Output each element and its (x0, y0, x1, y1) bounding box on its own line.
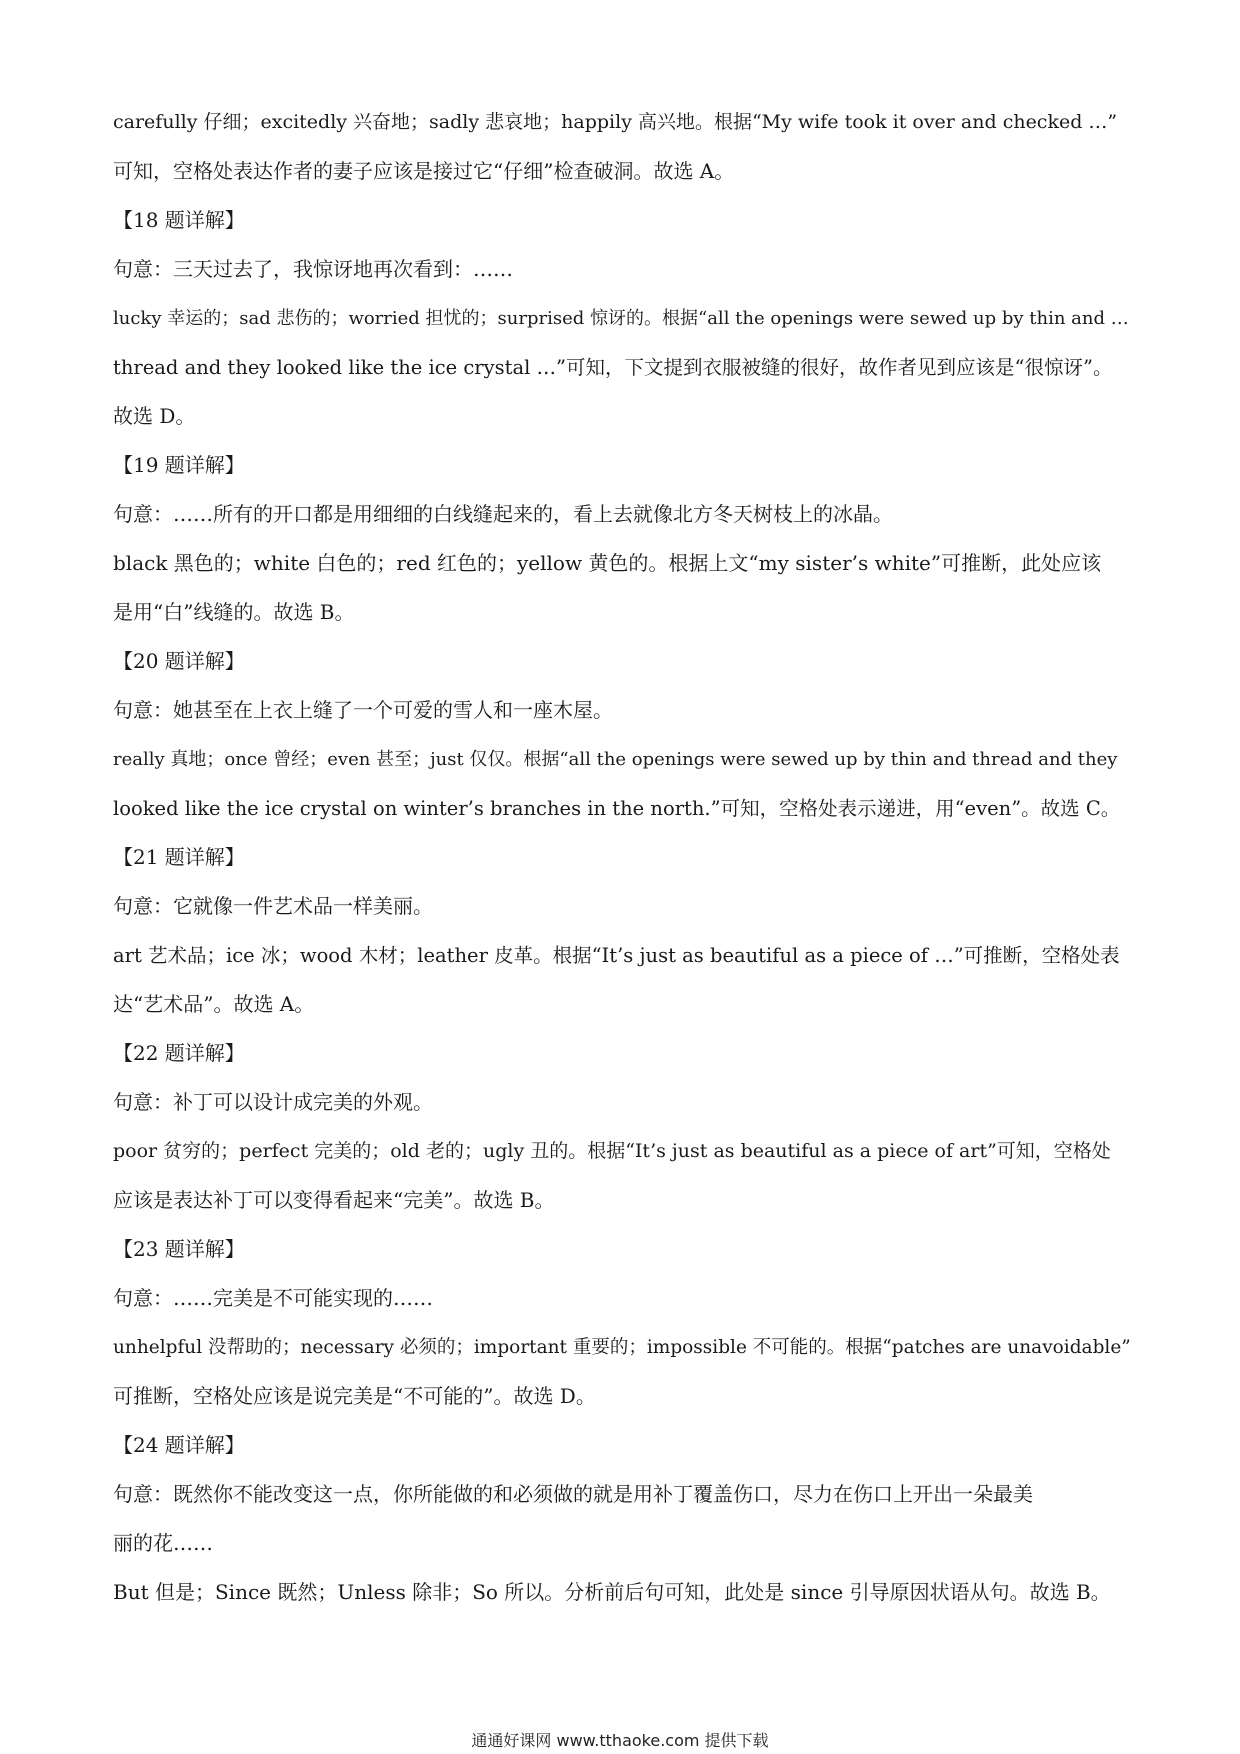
section-heading-24: 【24 题详解】 (113, 1433, 245, 1457)
text-line: thread and they looked like the ice crystal …”可知，下文提到衣服被缝的很好，故作者见到应该是“很惊讶”。 (113, 356, 1113, 379)
text-line: poor 贫穷的；perfect 完美的；old 老的；ugly 丑的。根据“It’s just as beautiful as a piece of art”可知，空格处 (113, 1140, 1111, 1162)
text-line: 句意：既然你不能改变这一点，你所能做的和必须做的就是用补丁覆盖伤口，尽力在伤口上开出一朵最美 (113, 1482, 1033, 1506)
text-line: 句意：她甚至在上衣上缝了一个可爱的雪人和一座木屋。 (113, 698, 613, 722)
text-line: 可知，空格处表达作者的妻子应该是接过它“仔细”检查破洞。故选 A。 (113, 159, 735, 183)
text-line: black 黑色的；white 白色的；red 红色的；yellow 黄色的。根据上文“my sister’s white”可推断，此处应该 (113, 551, 1102, 575)
text-line: 句意：补丁可以设计成完美的外观。 (113, 1090, 433, 1114)
text-line: 达“艺术品”。故选 A。 (113, 992, 315, 1016)
text-line: 故选 D。 (113, 404, 196, 428)
text-line: 句意：……所有的开口都是用细细的白线缝起来的，看上去就像北方冬天树枝上的冰晶。 (113, 502, 893, 526)
text-line: 应该是表达补丁可以变得看起来“完美”。故选 B。 (113, 1188, 555, 1212)
text-line: unhelpful 没帮助的；necessary 必须的；important 重要的；impossible 不可能的。根据“patches are unavoidable” (113, 1337, 1131, 1358)
section-heading-19: 【19 题详解】 (113, 453, 245, 477)
text-line: But 但是；Since 既然；Unless 除非；So 所以。分析前后句可知，此处是 since 引导原因状语从句。故选 B。 (113, 1580, 1111, 1604)
text-line: looked like the ice crystal on winter’s branches in the north.”可知，空格处表示递进，用“even”。故选 C。 (113, 797, 1121, 820)
section-heading-18: 【18 题详解】 (113, 208, 245, 232)
text-line: 句意：它就像一件艺术品一样美丽。 (113, 894, 433, 918)
section-heading-20: 【20 题详解】 (113, 649, 245, 673)
text-line: lucky 幸运的；sad 悲伤的；worried 担忧的；surprised 惊讶的。根据“all the openings were sewed up by thin and … (113, 308, 1129, 329)
text-line: carefully 仔细；excitedly 兴奋地；sadly 悲哀地；happily 高兴地。根据“My wife took it over and checked …” (113, 111, 1118, 133)
text-line: 句意：三天过去了，我惊讶地再次看到：…… (113, 257, 513, 281)
text-line: 丽的花…… (113, 1531, 213, 1555)
text-line: 是用“白”线缝的。故选 B。 (113, 600, 355, 624)
section-heading-21: 【21 题详解】 (113, 845, 245, 869)
text-line: art 艺术品；ice 冰；wood 木材；leather 皮革。根据“It’s just as beautiful as a piece of …”可推断，空格处表 (113, 944, 1120, 967)
text-line: 可推断，空格处应该是说完美是“不可能的”。故选 D。 (113, 1384, 596, 1408)
page-footer: 通通好课网 www.tthaoke.com 提供下载 (471, 1731, 769, 1750)
answer-explanations (113, 98, 1133, 1617)
section-heading-23: 【23 题详解】 (113, 1237, 245, 1261)
text-line: really 真地；once 曾经；even 甚至；just 仅仅。根据“all the openings were sewed up by thin and thread and they (113, 749, 1118, 770)
text-line: 句意：……完美是不可能实现的…… (113, 1286, 433, 1310)
section-heading-22: 【22 题详解】 (113, 1041, 245, 1065)
